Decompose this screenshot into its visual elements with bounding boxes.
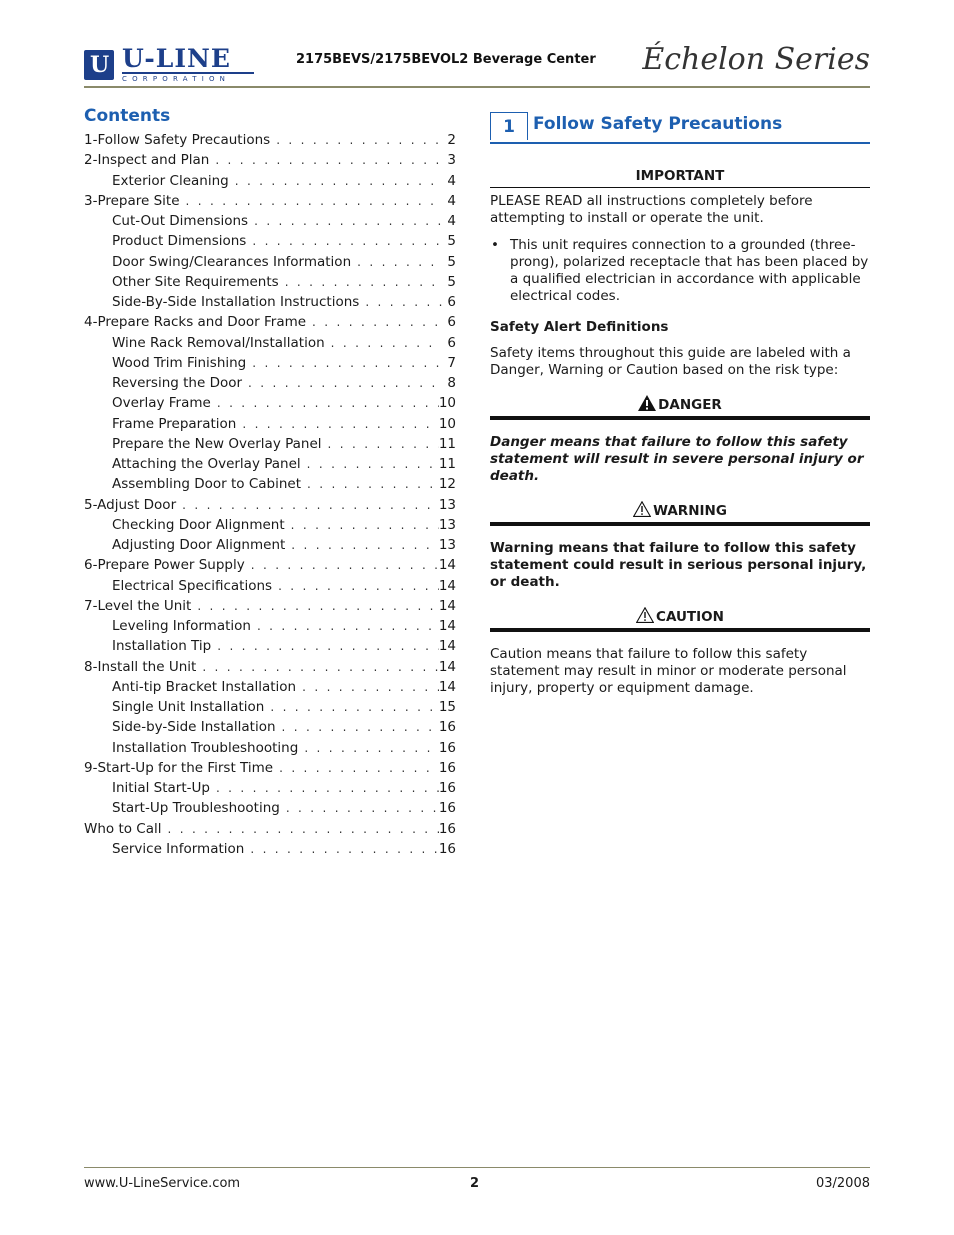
toc-leader-dots — [280, 801, 439, 815]
toc-entry-page: 10 — [438, 415, 456, 432]
toc-entry[interactable] — [84, 760, 456, 780]
toc-entry-label: Who to Call — [84, 820, 162, 837]
toc-entry-page: 6 — [447, 294, 456, 310]
toc-entry-label: Checking Door Alignment — [112, 516, 285, 533]
toc-leader-dots — [210, 781, 439, 795]
toc-leader-dots — [180, 194, 442, 208]
series-name: Échelon Series — [642, 42, 870, 77]
toc-entry-label: Door Swing/Clearances Information — [112, 253, 352, 270]
toc-leader-dots — [296, 680, 439, 694]
toc-entry[interactable] — [84, 476, 456, 496]
footer-website[interactable]: www.U-LineService.com — [84, 1176, 241, 1191]
header-divider — [84, 86, 870, 88]
toc-entry-page: 16 — [438, 820, 456, 837]
toc-entry-page: 7 — [447, 354, 456, 371]
toc-entry-label: Single Unit Installation — [112, 699, 265, 715]
danger-label: DANGER — [658, 397, 722, 413]
toc-entry-label: 5-Adjust Door — [84, 496, 177, 513]
toc-leader-dots — [301, 477, 439, 491]
toc-leader-dots — [272, 579, 439, 593]
toc-list — [84, 132, 456, 861]
toc-entry[interactable] — [84, 152, 456, 172]
toc-entry-page: 13 — [438, 516, 456, 533]
toc-leader-dots — [306, 315, 442, 329]
toc-entry-page: 3 — [447, 152, 456, 169]
toc-entry-page: 14 — [438, 577, 456, 594]
toc-entry[interactable] — [84, 578, 456, 598]
toc-entry[interactable] — [84, 719, 456, 739]
toc-leader-dots — [162, 822, 439, 836]
caution-text: Caution means that failure to follow this safety statement may result in minor or moderate personal injury, property or equipment damage. — [490, 646, 847, 696]
safety-alert-heading: Safety Alert Definitions — [490, 319, 669, 335]
toc-entry[interactable] — [84, 456, 456, 476]
toc-entry-label: Cut-Out Dimensions — [112, 213, 249, 229]
toc-entry[interactable] — [84, 193, 456, 213]
toc-entry-label: Side-By-Side Installation Instructions — [112, 294, 360, 310]
bullet-item — [490, 237, 870, 305]
safety-section — [490, 112, 870, 697]
toc-leader-dots — [242, 376, 442, 390]
toc-leader-dots — [229, 174, 442, 188]
toc-entry-label: Exterior Cleaning — [112, 172, 229, 189]
toc-entry-page: 12 — [438, 476, 456, 493]
toc-entry-label: Wine Rack Removal/Installation — [112, 334, 325, 351]
toc-leader-dots — [285, 518, 439, 532]
toc-entry[interactable] — [84, 557, 456, 577]
toc-entry-label: 7-Level the Unit — [84, 597, 192, 614]
toc-entry-page: 16 — [438, 719, 456, 736]
toc-entry-label: Wood Trim Finishing — [112, 354, 247, 371]
toc-entry-page: 16 — [438, 759, 456, 776]
toc-leader-dots — [211, 639, 439, 653]
toc-entry[interactable] — [84, 618, 456, 638]
toc-leader-dots — [322, 437, 439, 451]
toc-entry[interactable] — [84, 274, 456, 294]
toc-entry-page: 11 — [438, 435, 456, 452]
toc-entry-page: 6 — [447, 314, 456, 331]
toc-entry[interactable] — [84, 497, 456, 517]
toc-leader-dots — [351, 255, 442, 269]
toc-entry-page: 16 — [438, 780, 456, 796]
u-line-logo — [84, 44, 259, 84]
toc-entry-label: Reversing the Door — [112, 375, 243, 391]
table-of-contents — [84, 106, 456, 861]
toc-leader-dots — [209, 153, 442, 167]
logo-mark: U — [84, 50, 114, 80]
toc-leader-dots — [244, 842, 438, 856]
toc-entry-page: 16 — [438, 840, 456, 857]
toc-entry-page: 13 — [438, 537, 456, 553]
toc-entry-page: 16 — [438, 739, 456, 756]
toc-entry-page: 13 — [438, 496, 456, 513]
toc-leader-dots — [176, 498, 439, 512]
toc-entry-label: 6-Prepare Power Supply — [84, 557, 245, 574]
toc-entry[interactable] — [84, 335, 456, 355]
caution-icon — [636, 607, 654, 623]
toc-leader-dots — [276, 720, 439, 734]
toc-entry-label: Anti-tip Bracket Installation — [112, 678, 297, 695]
toc-entry[interactable] — [84, 314, 456, 334]
toc-leader-dots — [273, 761, 439, 775]
toc-entry-label: Adjusting Door Alignment — [112, 537, 286, 553]
section-title: Follow Safety Precautions — [533, 114, 783, 134]
toc-entry-label: 9-Start-Up for the First Time — [84, 759, 274, 776]
footer-page-number: 2 — [470, 1176, 480, 1191]
toc-entry-page: 5 — [447, 273, 456, 290]
toc-leader-dots — [196, 660, 438, 674]
toc-entry[interactable] — [84, 294, 456, 314]
document-title: 2175BEVS/2175BEVOL2 Beverage Center — [296, 52, 596, 67]
toc-entry-page: 4 — [447, 192, 456, 209]
toc-entry-label: Frame Preparation — [112, 415, 237, 432]
toc-entry-label: Overlay Frame — [112, 395, 211, 412]
toc-entry[interactable] — [84, 395, 456, 415]
toc-entry[interactable] — [84, 821, 456, 841]
toc-entry[interactable] — [84, 740, 456, 760]
toc-entry[interactable] — [84, 638, 456, 658]
toc-entry-label: Other Site Requirements — [112, 273, 279, 290]
toc-leader-dots — [191, 599, 438, 613]
toc-entry-label: Prepare the New Overlay Panel — [112, 435, 322, 452]
toc-entry-label: Assembling Door to Cabinet — [112, 476, 302, 493]
warning-label: WARNING — [653, 503, 727, 519]
toc-entry[interactable] — [84, 355, 456, 375]
toc-entry[interactable] — [84, 537, 456, 557]
danger-text: Danger means that failure to follow this safety statement will result in severe personal injury or death. — [490, 434, 864, 484]
section-heading — [490, 112, 870, 144]
caution-label: CAUTION — [656, 609, 724, 625]
toc-leader-dots — [270, 133, 442, 147]
footer-date: 03/2008 — [815, 1176, 870, 1191]
toc-entry-label: Service Information — [112, 840, 245, 857]
toc-entry-page: 15 — [438, 699, 456, 715]
toc-entry-label: Start-Up Troubleshooting — [112, 800, 280, 817]
warning-heading — [490, 501, 870, 526]
caution-heading — [490, 607, 870, 632]
page-header — [84, 40, 870, 84]
toc-leader-dots — [279, 275, 442, 289]
important-text: PLEASE READ all instructions completely before attempting to install or operate the unit. — [490, 193, 813, 226]
toc-entry[interactable] — [84, 254, 456, 274]
toc-leader-dots — [246, 234, 442, 248]
toc-entry-label: 8-Install the Unit — [84, 658, 197, 675]
toc-leader-dots — [298, 741, 439, 755]
toc-entry-page: 10 — [438, 395, 456, 412]
toc-entry-page: 16 — [438, 800, 456, 817]
safety-alert-text: Safety items throughout this guide are labeled with a Danger, Warning or Caution based on the risk type: — [490, 345, 851, 378]
toc-entry[interactable] — [84, 517, 456, 537]
warning-text: Warning means that failure to follow this safety statement could result in serious personal injury, or death. — [490, 540, 867, 590]
toc-leader-dots — [359, 295, 442, 309]
bullet-text: This unit requires connection to a grounded (three-prong), polarized receptacle that has been placed by a qualified electrician in accordance with applicable electrical codes. — [510, 237, 869, 304]
toc-leader-dots — [251, 619, 439, 633]
toc-leader-dots — [264, 700, 438, 714]
footer-divider — [84, 1167, 870, 1168]
toc-entry[interactable] — [84, 841, 456, 861]
toc-entry-label: 3-Prepare Site — [84, 192, 180, 209]
logo-wordmark: U-LINE — [122, 44, 231, 73]
toc-leader-dots — [301, 457, 439, 471]
toc-entry-page: 8 — [447, 375, 456, 391]
important-heading: IMPORTANT — [490, 168, 870, 188]
toc-leader-dots — [236, 417, 438, 431]
toc-entry[interactable] — [84, 436, 456, 456]
toc-entry-label: Side-by-Side Installation — [112, 719, 276, 736]
toc-entry-label: Initial Start-Up — [112, 780, 210, 796]
toc-entry-label: Product Dimensions — [112, 233, 247, 250]
toc-entry-label: Leveling Information — [112, 618, 251, 634]
toc-entry-label: 1-Follow Safety Precautions — [84, 132, 271, 148]
section-number: 1 — [490, 112, 528, 140]
toc-entry[interactable] — [84, 132, 456, 152]
warning-icon — [633, 501, 651, 517]
toc-entry[interactable] — [84, 213, 456, 233]
toc-entry-page: 14 — [438, 658, 456, 675]
toc-leader-dots — [211, 396, 439, 410]
toc-entry-page: 4 — [447, 213, 456, 229]
toc-entry-page: 2 — [447, 132, 456, 148]
toc-entry[interactable] — [84, 699, 456, 719]
toc-entry-page: 14 — [438, 597, 456, 614]
toc-entry-page: 14 — [438, 557, 456, 574]
toc-leader-dots — [248, 214, 442, 228]
toc-leader-dots — [245, 558, 439, 572]
toc-entry[interactable] — [84, 659, 456, 679]
danger-heading — [490, 395, 870, 420]
toc-entry-page: 4 — [447, 172, 456, 189]
toc-entry-page: 14 — [438, 638, 456, 655]
toc-entry[interactable] — [84, 800, 456, 820]
bullet-icon: • — [491, 237, 499, 253]
toc-entry-label: Attaching the Overlay Panel — [112, 456, 301, 472]
danger-warning-icon — [638, 395, 656, 411]
toc-entry[interactable] — [84, 416, 456, 436]
toc-leader-dots — [246, 356, 442, 370]
toc-entry-page: 11 — [438, 456, 456, 472]
toc-entry[interactable] — [84, 173, 456, 193]
toc-entry[interactable] — [84, 233, 456, 253]
toc-entry-page: 5 — [447, 233, 456, 250]
toc-entry[interactable] — [84, 375, 456, 395]
toc-entry-label: Installation Troubleshooting — [112, 739, 299, 756]
toc-entry-page: 6 — [447, 334, 456, 351]
toc-entry-page: 14 — [438, 618, 456, 634]
toc-entry-label: 4-Prepare Racks and Door Frame — [84, 314, 307, 331]
logo-subtitle: CORPORATION — [122, 72, 254, 83]
toc-entry[interactable] — [84, 598, 456, 618]
toc-entry[interactable] — [84, 780, 456, 800]
toc-entry-page: 14 — [438, 678, 456, 695]
contents-title: Contents — [84, 106, 171, 126]
toc-leader-dots — [325, 336, 442, 350]
toc-entry-page: 5 — [447, 253, 456, 270]
toc-entry-label: Electrical Specifications — [112, 577, 273, 594]
toc-entry[interactable] — [84, 679, 456, 699]
toc-leader-dots — [285, 538, 439, 552]
toc-entry-label: 2-Inspect and Plan — [84, 152, 210, 169]
toc-entry-label: Installation Tip — [112, 638, 212, 655]
